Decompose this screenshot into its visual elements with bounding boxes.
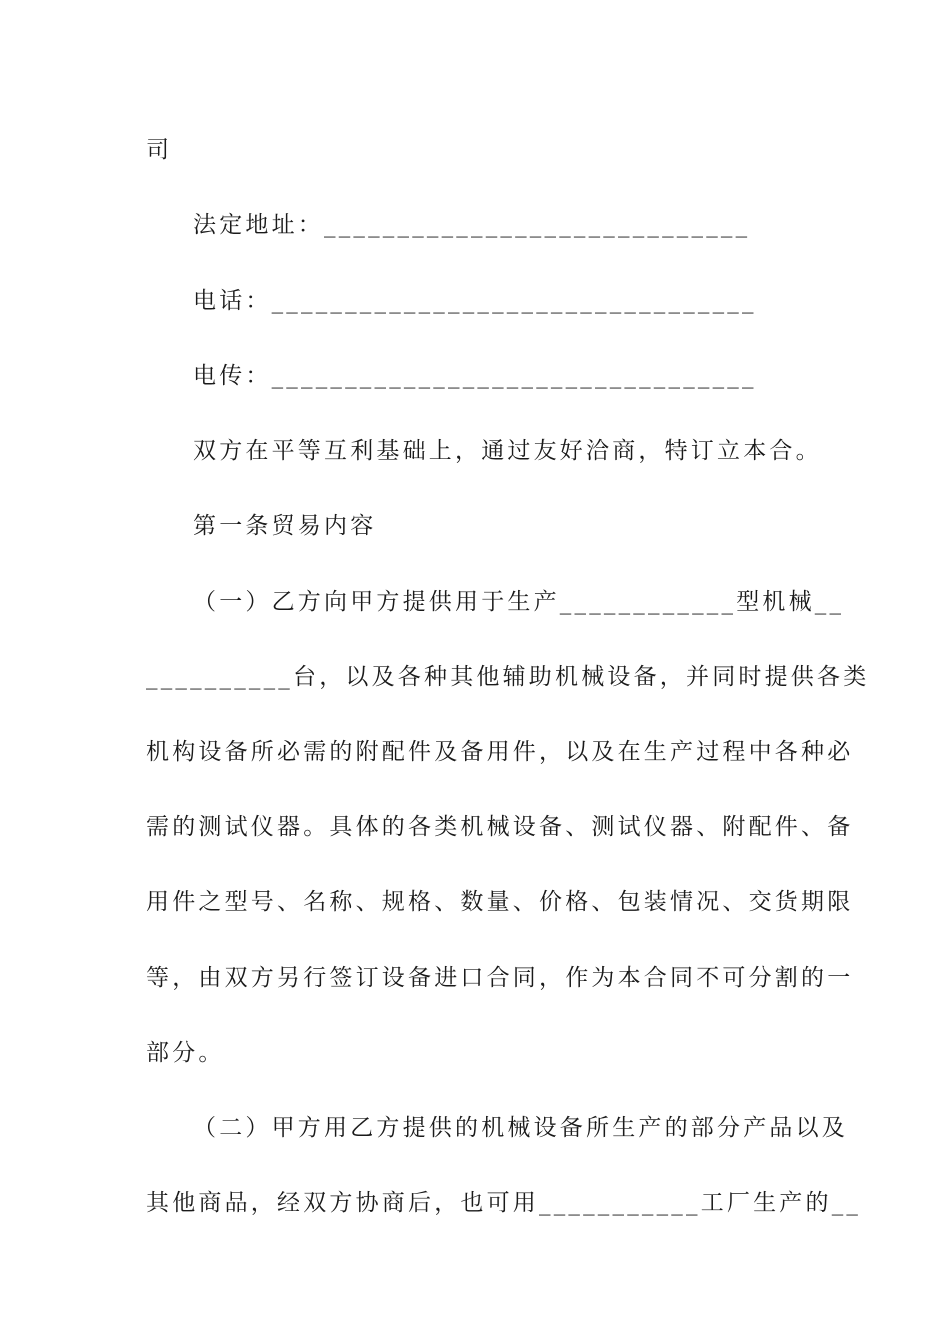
text-line-legal-address: 法定地址：_____________________________ bbox=[193, 212, 751, 238]
article-heading: 第一条贸易内容 bbox=[193, 513, 377, 539]
clause-1-line-2: __________台，以及各种其他辅助机械设备，并同时提供各类 bbox=[146, 664, 870, 690]
text-line-phone: 电话：_________________________________ bbox=[193, 288, 757, 314]
clause-1-line-1: （一）乙方向甲方提供用于生产____________型机械__ bbox=[193, 589, 845, 615]
clause-1-line-7: 部分。 bbox=[146, 1040, 225, 1066]
clause-2-line-2: 其他商品，经双方协商后，也可用___________工厂生产的__ bbox=[146, 1190, 862, 1216]
text-line-preamble: 双方在平等互利基础上，通过友好洽商，特订立本合。 bbox=[193, 438, 822, 464]
text-line-company-suffix: 司 bbox=[146, 137, 173, 163]
clause-1-line-6: 等，由双方另行签订设备进口合同，作为本合同不可分割的一 bbox=[146, 965, 854, 991]
clause-1-line-3: 机构设备所必需的附配件及备用件，以及在生产过程中各种必 bbox=[146, 739, 854, 765]
clause-1-line-4: 需的测试仪器。具体的各类机械设备、测试仪器、附配件、备 bbox=[146, 814, 854, 840]
clause-2-line-1: （二）甲方用乙方提供的机械设备所生产的部分产品以及 bbox=[193, 1115, 848, 1141]
text-line-telex: 电传：_________________________________ bbox=[193, 363, 757, 389]
clause-1-line-5: 用件之型号、名称、规格、数量、价格、包装情况、交货期限 bbox=[146, 889, 854, 915]
